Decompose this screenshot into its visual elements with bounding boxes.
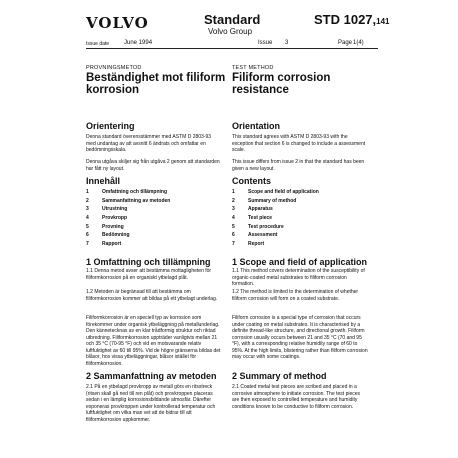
- toc-item[interactable]: 1 Omfattning och tillämpning: [86, 189, 167, 195]
- left-toc: [86, 189, 170, 250]
- left-orientation-p1: Denna standard överensstämmer med ASTM D 2803-93 med undantag av att avsnitt 6 ändrats och omfattar en bedömningsskala.: [86, 134, 212, 153]
- toc-item[interactable]: 5 Provning: [86, 223, 124, 230]
- issue-date-label: Issue date: [86, 41, 110, 47]
- header-rule: [86, 48, 378, 49]
- toc-item[interactable]: 5 Test procedure: [232, 223, 284, 230]
- left-s1-p3: Filiformkorrosion är en speciell typ av korrosion som förekommer under organisk ytbeläggning på metallunderlag. Den kännetecknas av en klar trådformig struktur och riktad utbredning. Filiformkorrosion uppträder vanligtvis mellan 21 och 35 °C (70-95 °F) och vid en motsvarande relativ luftfuktighet av 60 till 95%. Vid de högre gränserna bildas det blåsor, hos vissa ytbeläggningar, blåsor istället för filiformkorrosion.: [86, 315, 221, 367]
- standard-number: [314, 12, 390, 27]
- toc-item[interactable]: 3 Utrustning: [86, 206, 128, 213]
- right-s1-heading: 1 Scope and field of application: [232, 257, 368, 267]
- toc-item[interactable]: 4 Provkropp: [86, 215, 128, 222]
- issue-label: Issue: [258, 40, 273, 46]
- toc-item[interactable]: 4 Test piece: [232, 215, 273, 222]
- toc-item[interactable]: 6 Assessment: [232, 232, 278, 239]
- standard-number-suffix: 141: [376, 17, 390, 26]
- left-s2-heading: 2 Sammanfattning av metoden: [86, 371, 217, 381]
- right-orientation-p1: This standard agrees with ASTM D 2803-93 with the exception that section 6 is changed to include a assessment scale.: [232, 134, 366, 153]
- right-orientation-p2: This issue differs from issue 2 in that the standard has been given a new layout.: [232, 159, 365, 172]
- page-number: 1(4): [353, 40, 364, 46]
- toc-item[interactable]: 3 Apparatus: [232, 206, 273, 213]
- right-contents-heading: Contents: [232, 176, 271, 186]
- toc-item[interactable]: 1 Scope and field of application: [232, 189, 319, 195]
- issue-date: June 1994: [124, 40, 153, 46]
- left-kicker: PROVNINGSMETOD: [86, 65, 142, 71]
- right-s2-heading: 2 Summary of method: [232, 371, 327, 381]
- left-s1-p2: 1.2 Metoden är begränsad till att bestämma om filiformkorrosion kommer att bildas på ett ytbelagt underlag.: [86, 289, 218, 302]
- right-toc: [232, 189, 319, 250]
- left-s1-p1: 1.1 Denna metod avser att bestämma mottagligheten för filiformkorrosion på en organiskt ytbelagd plåt.: [86, 268, 212, 281]
- right-s1-p1: 1.1 This method covers determination of the susceptibility of organic-coated metal substrates to filiform corrosion formation.: [232, 268, 365, 287]
- toc-item[interactable]: 7 Report: [232, 241, 265, 248]
- volvo-logo: VOLVO: [86, 14, 149, 32]
- left-s2-p1: 2.1 På en ytbelagd provkropp av metall görs en ritsstreck (ritsen skall gå ned till ren plåt) och provkroppen placeras sedan i en lämplig korrosionsbildande atmosfär. Därefter exponeras provkroppen under kontrollerad temperatur och luftfuktighet om vilka man vet att de bidrar till att filiformkorrosion uppkommer.: [86, 384, 216, 423]
- left-title: Beständighet mot filiform korrosion: [86, 72, 226, 96]
- right-title: Filiform corrosion resistance: [232, 72, 331, 96]
- standard-number-main: STD 1027,: [314, 12, 377, 27]
- toc-item[interactable]: 7 Rapport: [86, 241, 122, 248]
- right-orientation-heading: Orientation: [232, 121, 281, 131]
- left-s1-heading: 1 Omfattning och tillämpning: [86, 257, 211, 267]
- doc-type: Standard: [204, 12, 261, 27]
- toc-item[interactable]: 6 Bedömning: [86, 232, 130, 239]
- left-contents-heading: Innehåll: [86, 176, 121, 186]
- right-s2-p1: 2.1 Coated metal test pieces are scribed and placed in a corrosive atmosphere to initiate corrosion. The test pieces are then exposed to controlled temperature and humidity conditions known to be conductive to filiform corrosion.: [232, 384, 361, 410]
- organization: Volvo Group: [208, 27, 253, 36]
- left-orientation-heading: Orientering: [86, 121, 135, 131]
- toc-item[interactable]: 2 Sammanfattning av metoden: [86, 197, 171, 204]
- toc-item[interactable]: 2 Summary of method: [232, 197, 297, 204]
- right-s1-p3: Filiform corrosion is a special type of corrosion that occurs under coating on metal substrates. It is characterised by a definite thread-like structure, and directional growth. Filiform corrosion usually occurs between 21 and 35 °C (70 and 95 °F), with a corresponding relative humidity range of 60 to 95%. At the high limits, blistering rather than filiform corrosion may occur with some coatings.: [232, 315, 368, 360]
- issue-number: 3: [285, 40, 289, 46]
- left-orientation-p2: Denna utgåva skiljer sig från utgåva 2 genom att standarden har fått ny layout.: [86, 159, 220, 172]
- right-kicker: TEST METHOD: [232, 65, 274, 71]
- right-s1-p2: 1.2 The method is limited to the determination of whether filiform corrosion will form on a coated substrate.: [232, 289, 359, 302]
- page-label: Page: [338, 40, 353, 46]
